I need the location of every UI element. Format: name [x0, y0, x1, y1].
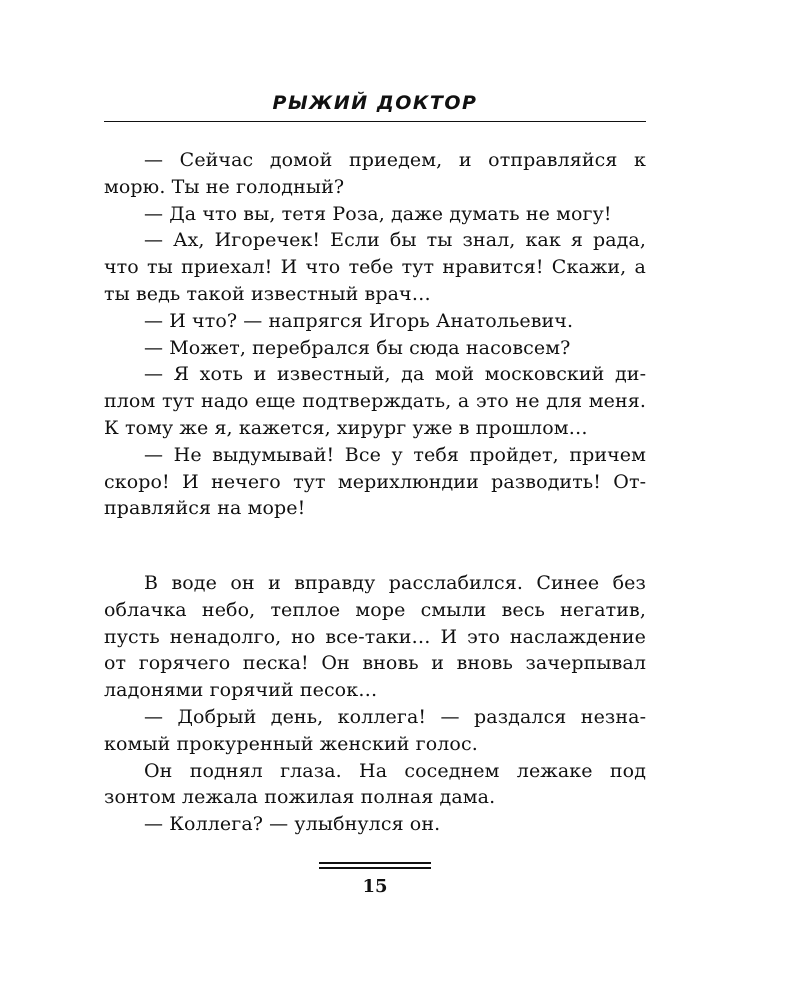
paragraph: — Сейчас домой приедем, и отправляйся к морю. Ты не голодный? [104, 149, 646, 198]
paragraph: — И что? — напрягся Игорь Анатольевич. [144, 309, 574, 332]
paragraph: — Ах, Игоречек! Если бы ты знал, как я рада, что ты приехал! И что тебе тут нравится! Скажи, а ты ведь такой известный врач… [104, 229, 646, 305]
header-rule [104, 121, 646, 122]
paragraph: — Да что вы, тетя Роза, даже думать не могу! [144, 202, 612, 225]
page-number: 15 [362, 876, 388, 897]
paragraph: — Не выдумывай! Все у тебя пройдет, причем скоро! И нечего тут мерихлюндии разводить! Отправляйся на море! [104, 443, 646, 520]
paragraph: — Может, перебрался бы сюда насовсем? [144, 336, 571, 359]
paragraph: — Добрый день, коллега! — раздался незнакомый прокуренный женский голос. [104, 705, 646, 755]
text-section-1 [104, 147, 646, 522]
paragraph: В воде он и вправду расслабился. Синее без облачка небо, теплое море смыли весь негатив, пусть ненадолго, но все-таки… И это наслаждение от горячего песка! Он вновь и вновь зачерпывал ладонями горячий песок… [104, 572, 646, 702]
text-section-2 [104, 570, 646, 838]
paragraph: — Коллега? — улыбнулся он. [144, 813, 441, 836]
footer-rule-top [319, 862, 431, 864]
paragraph: Он поднял глаза. На соседнем лежаке под зонтом лежала пожилая полная дама. [104, 759, 646, 809]
running-head-title: РЫЖИЙ ДОКТОР [272, 92, 478, 114]
footer-rule-bottom [319, 867, 431, 869]
paragraph: — Я хоть и известный, да мой московский диплом тут надо еще подтверждать, а это не для меня. К тому же я, кажется, хирург уже в прошлом… [104, 363, 646, 439]
